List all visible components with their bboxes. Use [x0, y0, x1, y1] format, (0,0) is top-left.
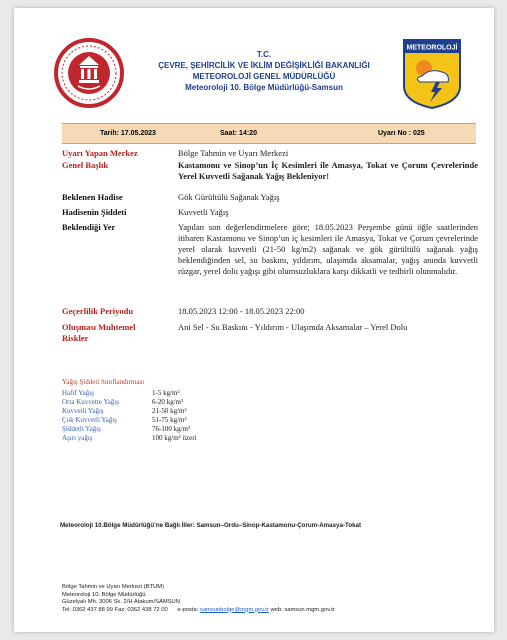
- location-label: Beklendiği Yer: [62, 222, 116, 232]
- rain-scale-value: 100 kg/m² üzeri: [152, 434, 197, 442]
- warning-document: [14, 8, 494, 632]
- rain-scale-name: Hafif Yağış: [62, 389, 94, 397]
- footer-phone: Tel: 0362 437 88 99 Fax: 0362 438 72 00: [62, 606, 168, 613]
- headline-value: Kastamonu ve Sinop’un İç Kesimleri ile Amasya, Tokat ve Çorum Çevrelerinde Yerel Kuvvetli Sağanak Yağış Bekleniyor!: [178, 160, 478, 181]
- header-directorate: METEOROLOJİ GENEL MÜDÜRLÜĞÜ: [192, 72, 336, 81]
- rain-scale-title: Yağış Şiddeti Sınıflandırması: [62, 378, 145, 386]
- issuer-value: Bölge Tahmin ve Uyarı Merkezi: [178, 148, 289, 158]
- rain-scale-name: Kuvvetli Yağış: [62, 407, 104, 415]
- footer-line: Güzelyalı Mh. 3006 Sk. 2/H Atakum/SAMSUN: [62, 599, 180, 605]
- risks-value: Ani Sel - Su Baskını - Yıldırım - Ulaşımda Aksamalar – Yerel Dolu: [178, 322, 408, 332]
- header-ministry: ÇEVRE, ŞEHİRCİLİK VE İKLİM DEĞİŞİKLİĞİ BAKANLIĞI: [158, 61, 370, 70]
- logo-text: METEOROLOJİ: [406, 44, 458, 52]
- event-value: Gök Gürültülü Sağanak Yağış: [178, 192, 280, 202]
- severity-value: Kuvvetli Yağış: [178, 207, 229, 217]
- location-value: Yapılan son değerlendirmelere göre; 18.05.2023 Perşembe günü öğle saatlerinden itibaren Kastamonu ve Sinop’un iç kesimleri ile Amasya, Tokat ve Çorum çevrelerinde yerel olarak kuvvetli (21-50 kg/m2) sağanak ve gök gürültülü sağanak yağış beklendiğinden sel, su baskını, yıldırım, ulaşımda aksamalar, yağış anında kuvvetli rüzgar, yerel dolu yağışı gibi olumsuzluklara karşı dikkatli ve tedbirli olunmalıdır.: [178, 222, 478, 276]
- rain-scale-value: 21-50 kg/m²: [152, 407, 187, 415]
- info-bar: [62, 123, 476, 144]
- header-tc: T.C.: [256, 50, 272, 59]
- validity-label: Geçerlilik Periyodu: [62, 306, 134, 316]
- header-office: Meteoroloji 10. Bölge Müdürlüğü-Samsun: [185, 83, 343, 92]
- severity-label: Hadisenin Şiddeti: [62, 207, 127, 217]
- event-label: Beklenen Hadise: [62, 192, 123, 202]
- ministry-seal-icon: [54, 38, 124, 108]
- rain-scale-name: Orta Kuvvette Yağış: [62, 398, 119, 406]
- date-text: Tarih: 17.05.2023: [100, 130, 156, 137]
- time-text: Saat: 14:20: [220, 130, 257, 137]
- risks-label: Oluşması Muhtemel Riskler: [62, 322, 136, 343]
- warning-number: Uyarı No : 025: [378, 130, 425, 137]
- email-link[interactable]: samsunbolge@mgm.gov.tr: [199, 606, 269, 613]
- footer-contact: [62, 584, 335, 614]
- header-block: [134, 49, 394, 93]
- rain-scale-value: 1-5 kg/m²: [152, 389, 180, 397]
- issuer-label: Uyarı Yapan Merkez: [62, 148, 138, 158]
- validity-value: 18.05.2023 12:00 - 18.05.2023 22:00: [178, 306, 305, 316]
- meteoroloji-logo-icon: [402, 38, 462, 110]
- rain-scale-name: Şiddetli Yağış: [62, 425, 101, 433]
- rain-scale-value: 51-75 kg/m²: [152, 416, 187, 424]
- provinces-line: Meteoroloji 10.Bölge Müdürlüğü’ne Bağlı İller: Samsun–Ordu–Sinop-Kastamonu-Çorum-Amasya-Tokat: [60, 522, 362, 529]
- headline-label: Genel Başlık: [62, 160, 109, 170]
- footer-phone-line: [62, 607, 335, 615]
- footer-line: Meteoroloji 10. Bölge Müdürlüğü: [62, 591, 146, 598]
- rain-scale-value: 6-20 kg/m²: [152, 398, 184, 406]
- rain-scale-value: 76-100 kg/m²: [152, 425, 191, 433]
- rain-scale-name: Aşırı yağış: [62, 434, 93, 442]
- footer-line: Bölge Tahmin ve Uyarı Merkezi (BTUM): [62, 584, 165, 590]
- footer-email-label: e-posta:: [177, 606, 199, 613]
- footer-web[interactable]: web: samsun.mgm.gov.tr: [270, 606, 335, 613]
- rain-scale-name: Çok Kuvvetli Yağış: [62, 416, 118, 424]
